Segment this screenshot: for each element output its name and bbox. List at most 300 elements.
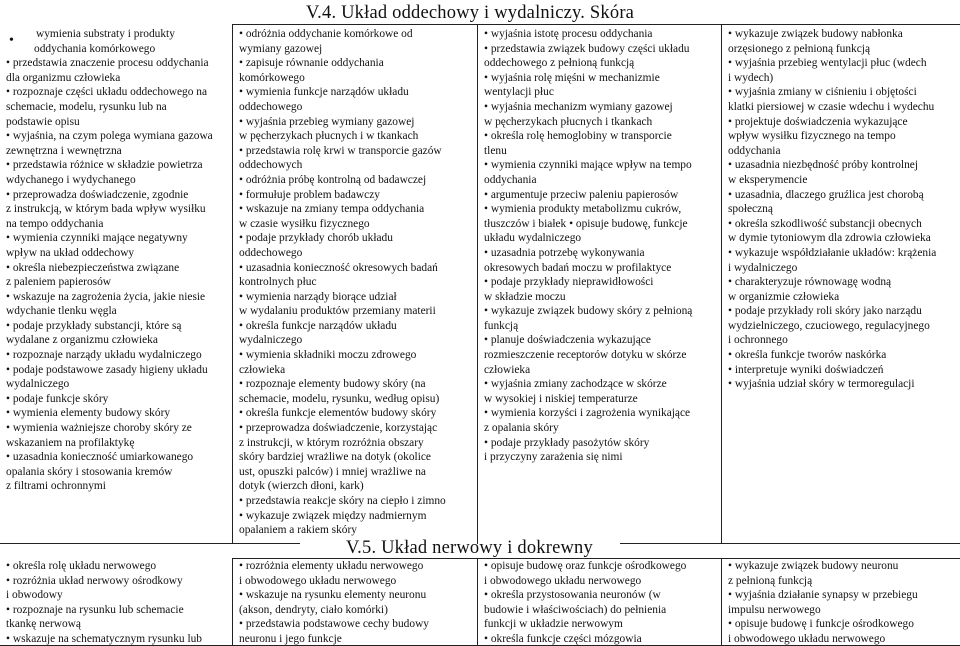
- requirement-text: określa funkcje części mózgowia: [490, 632, 642, 645]
- bullet-icon: •: [239, 261, 246, 274]
- bullet-icon: •: [239, 28, 246, 40]
- requirement-text: wymienia narządy biorące udział: [245, 290, 397, 303]
- requirement-text: przedstawia podstawowe cechy budowy: [245, 618, 429, 631]
- requirement-line: [484, 348, 718, 363]
- requirement-line: [6, 574, 229, 589]
- requirement-line: [239, 333, 474, 348]
- requirement-text: wymienia korzyści i zagrożenia wynikające: [490, 407, 691, 420]
- bullet-icon: •: [239, 495, 246, 507]
- requirement-line: [484, 275, 718, 290]
- requirement-line: [6, 632, 229, 645]
- requirement-line: [6, 304, 229, 319]
- requirement-text: wyjaśnia istotę procesu oddychania: [490, 28, 653, 40]
- requirement-line: [484, 392, 718, 407]
- requirement-text: rozróżnia elementy układu nerwowego: [245, 560, 424, 572]
- requirement-text: wymienia substraty i produkty: [36, 28, 175, 40]
- requirement-line: [6, 348, 229, 363]
- requirement-text: przedstawia znaczenie procesu oddychania: [12, 57, 209, 70]
- requirement-line: [484, 202, 718, 217]
- requirement-line: [484, 85, 718, 100]
- bullet-icon: •: [484, 632, 491, 645]
- requirement-line: [6, 617, 229, 632]
- requirement-text: wymienia produkty metabolizmu cukrów,: [490, 203, 682, 216]
- requirement-text: w pęcherzykach płucnych i w tkankach: [239, 130, 419, 143]
- requirement-line: [6, 217, 229, 232]
- requirement-text: wymienia składniki moczu zdrowego: [245, 349, 417, 362]
- requirement-line: [239, 559, 474, 574]
- requirement-line: [6, 290, 229, 305]
- requirement-text: skóry bardziej wrażliwe na dotyk (okolice: [239, 451, 431, 464]
- bullet-icon: •: [728, 188, 735, 201]
- requirement-text: opalania skóry i stosowania kremów: [6, 465, 173, 478]
- requirement-line: [484, 304, 718, 319]
- requirement-line: [239, 450, 474, 465]
- requirement-line: [484, 333, 718, 348]
- requirement-line: [728, 27, 957, 42]
- requirement-line: [728, 217, 957, 232]
- requirement-line: [484, 144, 718, 159]
- requirement-line: [239, 71, 474, 86]
- bullet-icon: •: [728, 276, 735, 289]
- requirement-text: charakteryzuje równowagę wodną: [734, 276, 892, 289]
- requirement-text: wskazuje na zagrożenia życia, jakie niesie: [12, 290, 206, 303]
- requirement-text: rozpoznaje narządy układu wydalniczego: [12, 349, 202, 362]
- requirement-line: [728, 115, 957, 130]
- requirement-text: w eksperymencie: [728, 173, 808, 186]
- requirement-text: w wysokiej i niskiej temperaturze: [484, 392, 638, 405]
- requirement-text: impulsu nerwowego: [728, 603, 821, 616]
- requirement-line: [239, 421, 474, 436]
- requirement-line: [6, 392, 229, 407]
- requirement-text: tłuszczów i białek • opisuje budowę, funkcje: [484, 217, 688, 230]
- requirement-text: wymienia ważniejsze choroby skóry ze: [12, 422, 192, 435]
- requirement-text: okresowych badań moczu w profilaktyce: [484, 261, 672, 274]
- requirement-text: człowieka: [484, 363, 531, 376]
- requirement-text: schemacie, modelu, rysunku lub na: [6, 100, 167, 113]
- requirement-text: określa rolę układu nerwowego: [12, 560, 157, 572]
- bullet-icon: •: [239, 86, 246, 99]
- bullet-icon: •: [484, 305, 491, 318]
- bullet-icon: •: [239, 319, 246, 332]
- bullet-icon: •: [728, 246, 735, 259]
- requirement-line: [6, 588, 229, 603]
- requirement-text: i ochronnego: [728, 334, 788, 347]
- bullet-icon: •: [484, 334, 491, 347]
- requirement-line: [484, 377, 718, 392]
- requirement-line: [728, 246, 957, 261]
- requirement-text: uzasadnia, dlaczego gruźlica jest chorobą: [734, 188, 924, 201]
- requirement-text: komórkowego: [239, 71, 305, 84]
- requirements-col4-nervous: [722, 558, 960, 645]
- requirement-text: podaje funkcje skóry: [12, 392, 109, 405]
- requirement-text: wykazuje związek budowy nabłonka: [734, 28, 903, 40]
- requirement-text: w czasie wysiłku fizycznego: [239, 217, 370, 230]
- requirement-text: przedstawia reakcje skóry na ciepło i zimno: [245, 495, 446, 507]
- requirements-col2-nervous: [233, 558, 477, 645]
- requirement-text: społeczną: [728, 203, 773, 216]
- requirement-line: [239, 406, 474, 421]
- requirement-text: uzasadnia niezbędność próby kontrolnej: [734, 159, 918, 172]
- requirement-line: [484, 217, 718, 232]
- bullet-icon: •: [728, 589, 735, 602]
- requirement-line: [239, 42, 474, 57]
- requirement-line: [6, 450, 229, 465]
- requirement-line: [6, 27, 229, 42]
- bullet-icon: •: [6, 290, 13, 303]
- requirement-line: [239, 129, 474, 144]
- requirement-text: wydalane z organizmu człowieka: [6, 334, 158, 347]
- requirement-line: [6, 436, 229, 451]
- bullet-icon: •: [239, 349, 246, 362]
- requirement-text: z paleniem papierosów: [6, 276, 112, 289]
- bullet-icon: •: [6, 159, 13, 172]
- requirement-text: wskazaniem na profilaktykę: [6, 436, 135, 449]
- requirement-text: projektuje doświadczenia wykazujące: [734, 115, 908, 128]
- requirement-line: [239, 509, 474, 524]
- requirement-text: rozmieszczenie receptorów dotyku w skórze: [484, 349, 687, 362]
- requirement-text: wydalniczego: [6, 378, 70, 391]
- requirement-text: podaje podstawowe zasady higieny układu: [12, 363, 208, 376]
- requirement-line: [484, 436, 718, 451]
- requirement-text: i wydech): [728, 71, 774, 84]
- requirement-text: podaje przykłady pasożytów skóry: [490, 436, 650, 449]
- requirement-line: [239, 85, 474, 100]
- requirement-line: [6, 363, 229, 378]
- requirement-line: [484, 574, 718, 589]
- requirement-line: [484, 231, 718, 246]
- requirement-line: [239, 574, 474, 589]
- requirement-line: [728, 129, 957, 144]
- requirement-text: określa rolę hemoglobiny w transporcie: [490, 130, 672, 143]
- requirement-text: uzasadnia potrzebę wykonywania: [490, 246, 645, 259]
- requirement-line: [239, 523, 474, 538]
- bullet-icon: •: [239, 407, 246, 420]
- bullet-icon: •: [6, 603, 13, 616]
- requirement-line: [728, 363, 957, 378]
- requirement-text: oddychania: [484, 173, 537, 186]
- requirement-line: [484, 42, 718, 57]
- requirements-col2-respiratory: [233, 26, 477, 543]
- bullet-icon: •: [484, 159, 491, 172]
- requirement-line: [728, 173, 957, 188]
- requirement-line: [6, 115, 229, 130]
- requirement-text: przedstawia różnice w składzie powietrza: [12, 159, 203, 172]
- bullet-icon: •: [239, 589, 246, 602]
- requirement-text: wyjaśnia rolę mięśni w mechanizmie: [490, 71, 660, 84]
- bullet-icon: •: [6, 261, 13, 274]
- bullet-icon: •: [728, 159, 735, 172]
- requirement-line: [484, 290, 718, 305]
- requirement-text: wymienia czynniki mające negatywny: [12, 232, 188, 245]
- bullet-icon: •: [484, 407, 491, 420]
- requirement-line: [239, 290, 474, 305]
- requirement-line: [6, 479, 229, 494]
- requirement-line: [6, 129, 229, 144]
- requirement-text: rozpoznaje na rysunku lub schemacie: [12, 603, 184, 616]
- bullet-icon: •: [728, 305, 735, 318]
- requirement-text: określa przystosowania neuronów (w: [490, 589, 661, 602]
- requirement-line: [239, 436, 474, 451]
- bullet-icon: •: [239, 57, 246, 70]
- requirement-line: [6, 246, 229, 261]
- requirement-line: [728, 559, 957, 574]
- requirement-text: wymienia funkcje narządów układu: [245, 86, 409, 99]
- requirement-text: i obwodowy: [6, 589, 63, 602]
- requirement-text: podaje przykłady substancji, które są: [12, 319, 182, 332]
- requirement-text: orzęsionego z pełnioną funkcją: [728, 42, 871, 55]
- requirement-text: w organizmie człowieka: [728, 290, 840, 303]
- bullet-icon: •: [239, 378, 246, 391]
- requirement-text: klatki piersiowej w czasie wdechu i wydechu: [728, 100, 935, 113]
- requirement-line: [484, 129, 718, 144]
- bullet-icon: •: [484, 560, 491, 572]
- requirement-text: wyjaśnia przebieg wymiany gazowej: [245, 115, 415, 128]
- requirement-line: [484, 603, 718, 618]
- requirement-text: wykazuje związek budowy skóry z pełnioną: [490, 305, 693, 318]
- requirement-line: [484, 100, 718, 115]
- bullet-icon: •: [6, 451, 13, 464]
- requirement-line: [728, 144, 957, 159]
- requirement-text: określa funkcje narządów układu: [245, 319, 397, 332]
- requirement-text: i obwodowego układu nerwowego: [239, 574, 397, 587]
- requirement-line: [239, 632, 474, 645]
- requirement-text: neuronu i jego funkcje: [239, 632, 342, 645]
- bullet-icon: •: [728, 28, 735, 40]
- requirement-text: z opalania skóry: [484, 422, 559, 435]
- requirement-line: [239, 115, 474, 130]
- requirement-line: [6, 42, 229, 57]
- requirement-line: [728, 603, 957, 618]
- top-border: [232, 24, 960, 25]
- requirement-text: dotyk (wierzch dłoni, kark): [239, 480, 364, 493]
- requirement-line: [6, 261, 229, 276]
- requirement-text: przedstawia związek budowy części układu: [490, 42, 690, 55]
- bullet-icon: •: [239, 173, 246, 186]
- requirement-line: [6, 231, 229, 246]
- requirement-line: [239, 173, 474, 188]
- bullet-icon: •: [9, 33, 14, 48]
- requirement-line: [484, 406, 718, 421]
- requirement-text: określa funkcje tworów naskórka: [734, 349, 887, 362]
- requirement-line: [239, 465, 474, 480]
- requirement-line: [728, 632, 957, 645]
- requirement-text: wpływ wysiłku fizycznego na tempo: [728, 130, 896, 143]
- bullet-icon: •: [484, 28, 491, 40]
- requirement-text: wyjaśnia udział skóry w termoregulacji: [734, 378, 915, 391]
- requirement-line: [484, 363, 718, 378]
- bullet-icon: •: [484, 276, 491, 289]
- requirement-text: podaje przykłady nieprawidłowości: [490, 276, 654, 289]
- requirement-line: [728, 617, 957, 632]
- requirement-text: wdychanie tlenku węgla: [6, 305, 117, 318]
- bullet-icon: •: [484, 188, 491, 201]
- requirement-text: funkcją: [484, 319, 519, 332]
- requirement-line: [239, 261, 474, 276]
- requirement-line: [484, 632, 718, 645]
- requirement-text: wyjaśnia przebieg wentylacji płuc (wdech: [734, 57, 927, 70]
- bullet-icon: •: [6, 574, 13, 587]
- bullet-icon: •: [239, 144, 246, 157]
- requirement-text: w pęcherzykach płucnych i tkankach: [484, 115, 653, 128]
- requirement-text: wdychanego i wydychanego: [6, 173, 136, 186]
- requirement-line: [239, 304, 474, 319]
- requirement-text: w składzie moczu: [484, 290, 566, 303]
- requirement-text: odróżnia próbę kontrolną od badawczej: [245, 173, 427, 186]
- requirement-text: wydzielniczego, czuciowego, regulacyjnego: [728, 319, 930, 332]
- requirement-line: [6, 56, 229, 71]
- requirement-line: [728, 290, 957, 305]
- requirements-col3-respiratory: [478, 26, 721, 543]
- bullet-icon: •: [239, 560, 246, 572]
- requirement-line: [6, 559, 229, 574]
- requirement-text: określa funkcje elementów budowy skóry: [245, 407, 437, 420]
- requirement-text: odróżnia oddychanie komórkowe od: [245, 28, 413, 40]
- bullet-icon: •: [239, 203, 246, 216]
- requirements-col1-respiratory: [0, 26, 232, 543]
- bullet-icon: •: [728, 349, 735, 362]
- requirement-text: schemacie, modelu, rysunku, według opisu): [239, 392, 440, 405]
- requirement-line: [6, 100, 229, 115]
- requirement-text: wpływ na układ oddechowy: [6, 246, 135, 259]
- requirement-text: rozpoznaje elementy budowy skóry (na: [245, 378, 426, 391]
- section-title-nervous: V.5. Układ nerwowy i dokrewny: [346, 538, 593, 558]
- requirement-line: [484, 559, 718, 574]
- bullet-icon: •: [484, 130, 491, 143]
- requirement-line: [239, 392, 474, 407]
- requirement-line: [728, 42, 957, 57]
- requirement-text: dla organizmu człowieka: [6, 71, 121, 84]
- requirement-text: oddychania: [728, 144, 781, 157]
- requirement-text: wykazuje związek budowy neuronu: [734, 560, 899, 572]
- requirement-text: określa szkodliwość substancji obecnych: [734, 217, 922, 230]
- requirement-text: wykazuje współdziałanie układów: krążenia: [734, 246, 937, 259]
- bullet-icon: •: [239, 422, 246, 435]
- requirement-line: [728, 333, 957, 348]
- requirement-line: [6, 465, 229, 480]
- requirement-line: [6, 202, 229, 217]
- requirement-line: [6, 173, 229, 188]
- requirement-line: [728, 100, 957, 115]
- requirement-line: [6, 188, 229, 203]
- requirement-line: [239, 603, 474, 618]
- bullet-icon: •: [239, 188, 246, 201]
- requirement-text: tlenu: [484, 144, 507, 157]
- requirement-line: [6, 85, 229, 100]
- requirement-text: wymienia czynniki mające wpływ na tempo: [490, 159, 692, 172]
- requirement-line: [239, 27, 474, 42]
- requirement-text: przeprowadza doświadczenie, korzystając: [245, 422, 438, 435]
- requirement-text: z pełnioną funkcją: [728, 574, 813, 587]
- requirement-text: oddechowego z pełnioną funkcją: [484, 57, 635, 70]
- requirement-line: [239, 588, 474, 603]
- requirement-line: [239, 202, 474, 217]
- requirement-text: planuje doświadczenia wykazujące: [490, 334, 651, 347]
- bullet-icon: •: [728, 560, 735, 572]
- requirement-line: [728, 188, 957, 203]
- requirement-text: wykazuje związek między nadmiernym: [245, 509, 427, 522]
- requirement-line: [239, 158, 474, 173]
- requirement-text: wyjaśnia mechanizm wymiany gazowej: [490, 100, 673, 113]
- requirement-line: [484, 261, 718, 276]
- requirement-text: rozpoznaje części układu oddechowego na: [12, 86, 208, 99]
- requirement-line: [728, 202, 957, 217]
- requirement-line: [484, 27, 718, 42]
- requirement-text: opalaniem a rakiem skóry: [239, 524, 357, 537]
- bullet-icon: •: [239, 115, 246, 128]
- requirement-line: [239, 363, 474, 378]
- requirement-text: uzasadnia konieczność okresowych badań: [245, 261, 438, 274]
- requirement-text: oddechowego: [239, 100, 303, 113]
- bullet-icon: •: [484, 378, 491, 391]
- requirement-line: [239, 348, 474, 363]
- requirement-text: tkankę nerwową: [6, 618, 81, 631]
- bullet-icon: •: [728, 217, 735, 230]
- requirement-line: [6, 275, 229, 290]
- requirement-text: i wydalniczego: [728, 261, 798, 274]
- requirement-line: [484, 56, 718, 71]
- requirements-col4-respiratory: [722, 26, 960, 543]
- requirement-text: formułuje problem badawczy: [245, 188, 380, 201]
- requirement-line: [484, 617, 718, 632]
- bullet-icon: •: [728, 115, 735, 128]
- bullet-icon: •: [6, 407, 13, 420]
- requirement-line: [728, 158, 957, 173]
- requirement-line: [239, 494, 474, 509]
- requirement-line: [484, 158, 718, 173]
- requirement-line: [6, 421, 229, 436]
- bullet-icon: •: [484, 100, 491, 113]
- requirement-text: w wydalaniu produktów przemiany materii: [239, 305, 436, 318]
- requirement-text: układu wydalniczego: [484, 232, 582, 245]
- bullet-icon: •: [6, 130, 13, 143]
- bullet-icon: •: [239, 290, 246, 303]
- requirement-line: [239, 275, 474, 290]
- requirement-text: przedstawia rolę krwi w transporcie gazów: [245, 144, 442, 157]
- requirement-text: ust, opuszki palców) i mniej wrażliwe na: [239, 465, 426, 478]
- requirement-line: [728, 377, 957, 392]
- requirement-text: wskazuje na schematycznym rysunku lub: [12, 632, 203, 645]
- requirement-text: i przyczyny zarażenia się nimi: [484, 451, 623, 464]
- requirement-text: podaje przykłady chorób układu: [245, 232, 393, 245]
- requirement-line: [6, 319, 229, 334]
- requirement-line: [484, 188, 718, 203]
- requirement-line: [484, 71, 718, 86]
- bullet-icon: •: [484, 246, 491, 259]
- requirement-line: [239, 144, 474, 159]
- requirement-line: [484, 421, 718, 436]
- bullet-icon: •: [484, 203, 491, 216]
- requirement-line: [484, 246, 718, 261]
- requirement-line: [239, 617, 474, 632]
- requirement-line: [728, 85, 957, 100]
- requirement-text: rozróżnia układ nerwowy ośrodkowy: [12, 574, 183, 587]
- bullet-icon: •: [728, 86, 735, 99]
- bullet-icon: •: [239, 232, 246, 245]
- requirement-line: [6, 71, 229, 86]
- requirement-line: [728, 304, 957, 319]
- requirement-line: [728, 348, 957, 363]
- requirement-line: [239, 56, 474, 71]
- section-title-respiratory: V.4. Układ oddechowy i wydalniczy. Skóra: [306, 3, 635, 23]
- bullet-icon: •: [6, 349, 13, 362]
- requirement-line: [6, 377, 229, 392]
- requirement-text: wyjaśnia, na czym polega wymiana gazowa: [12, 130, 213, 143]
- requirement-line: [239, 319, 474, 334]
- requirement-text: opisuje budowę oraz funkcje ośrodkowego: [490, 560, 687, 572]
- bullet-icon: •: [6, 319, 13, 332]
- requirement-text: człowieka: [239, 363, 286, 376]
- requirement-text: wydalniczego: [239, 334, 303, 347]
